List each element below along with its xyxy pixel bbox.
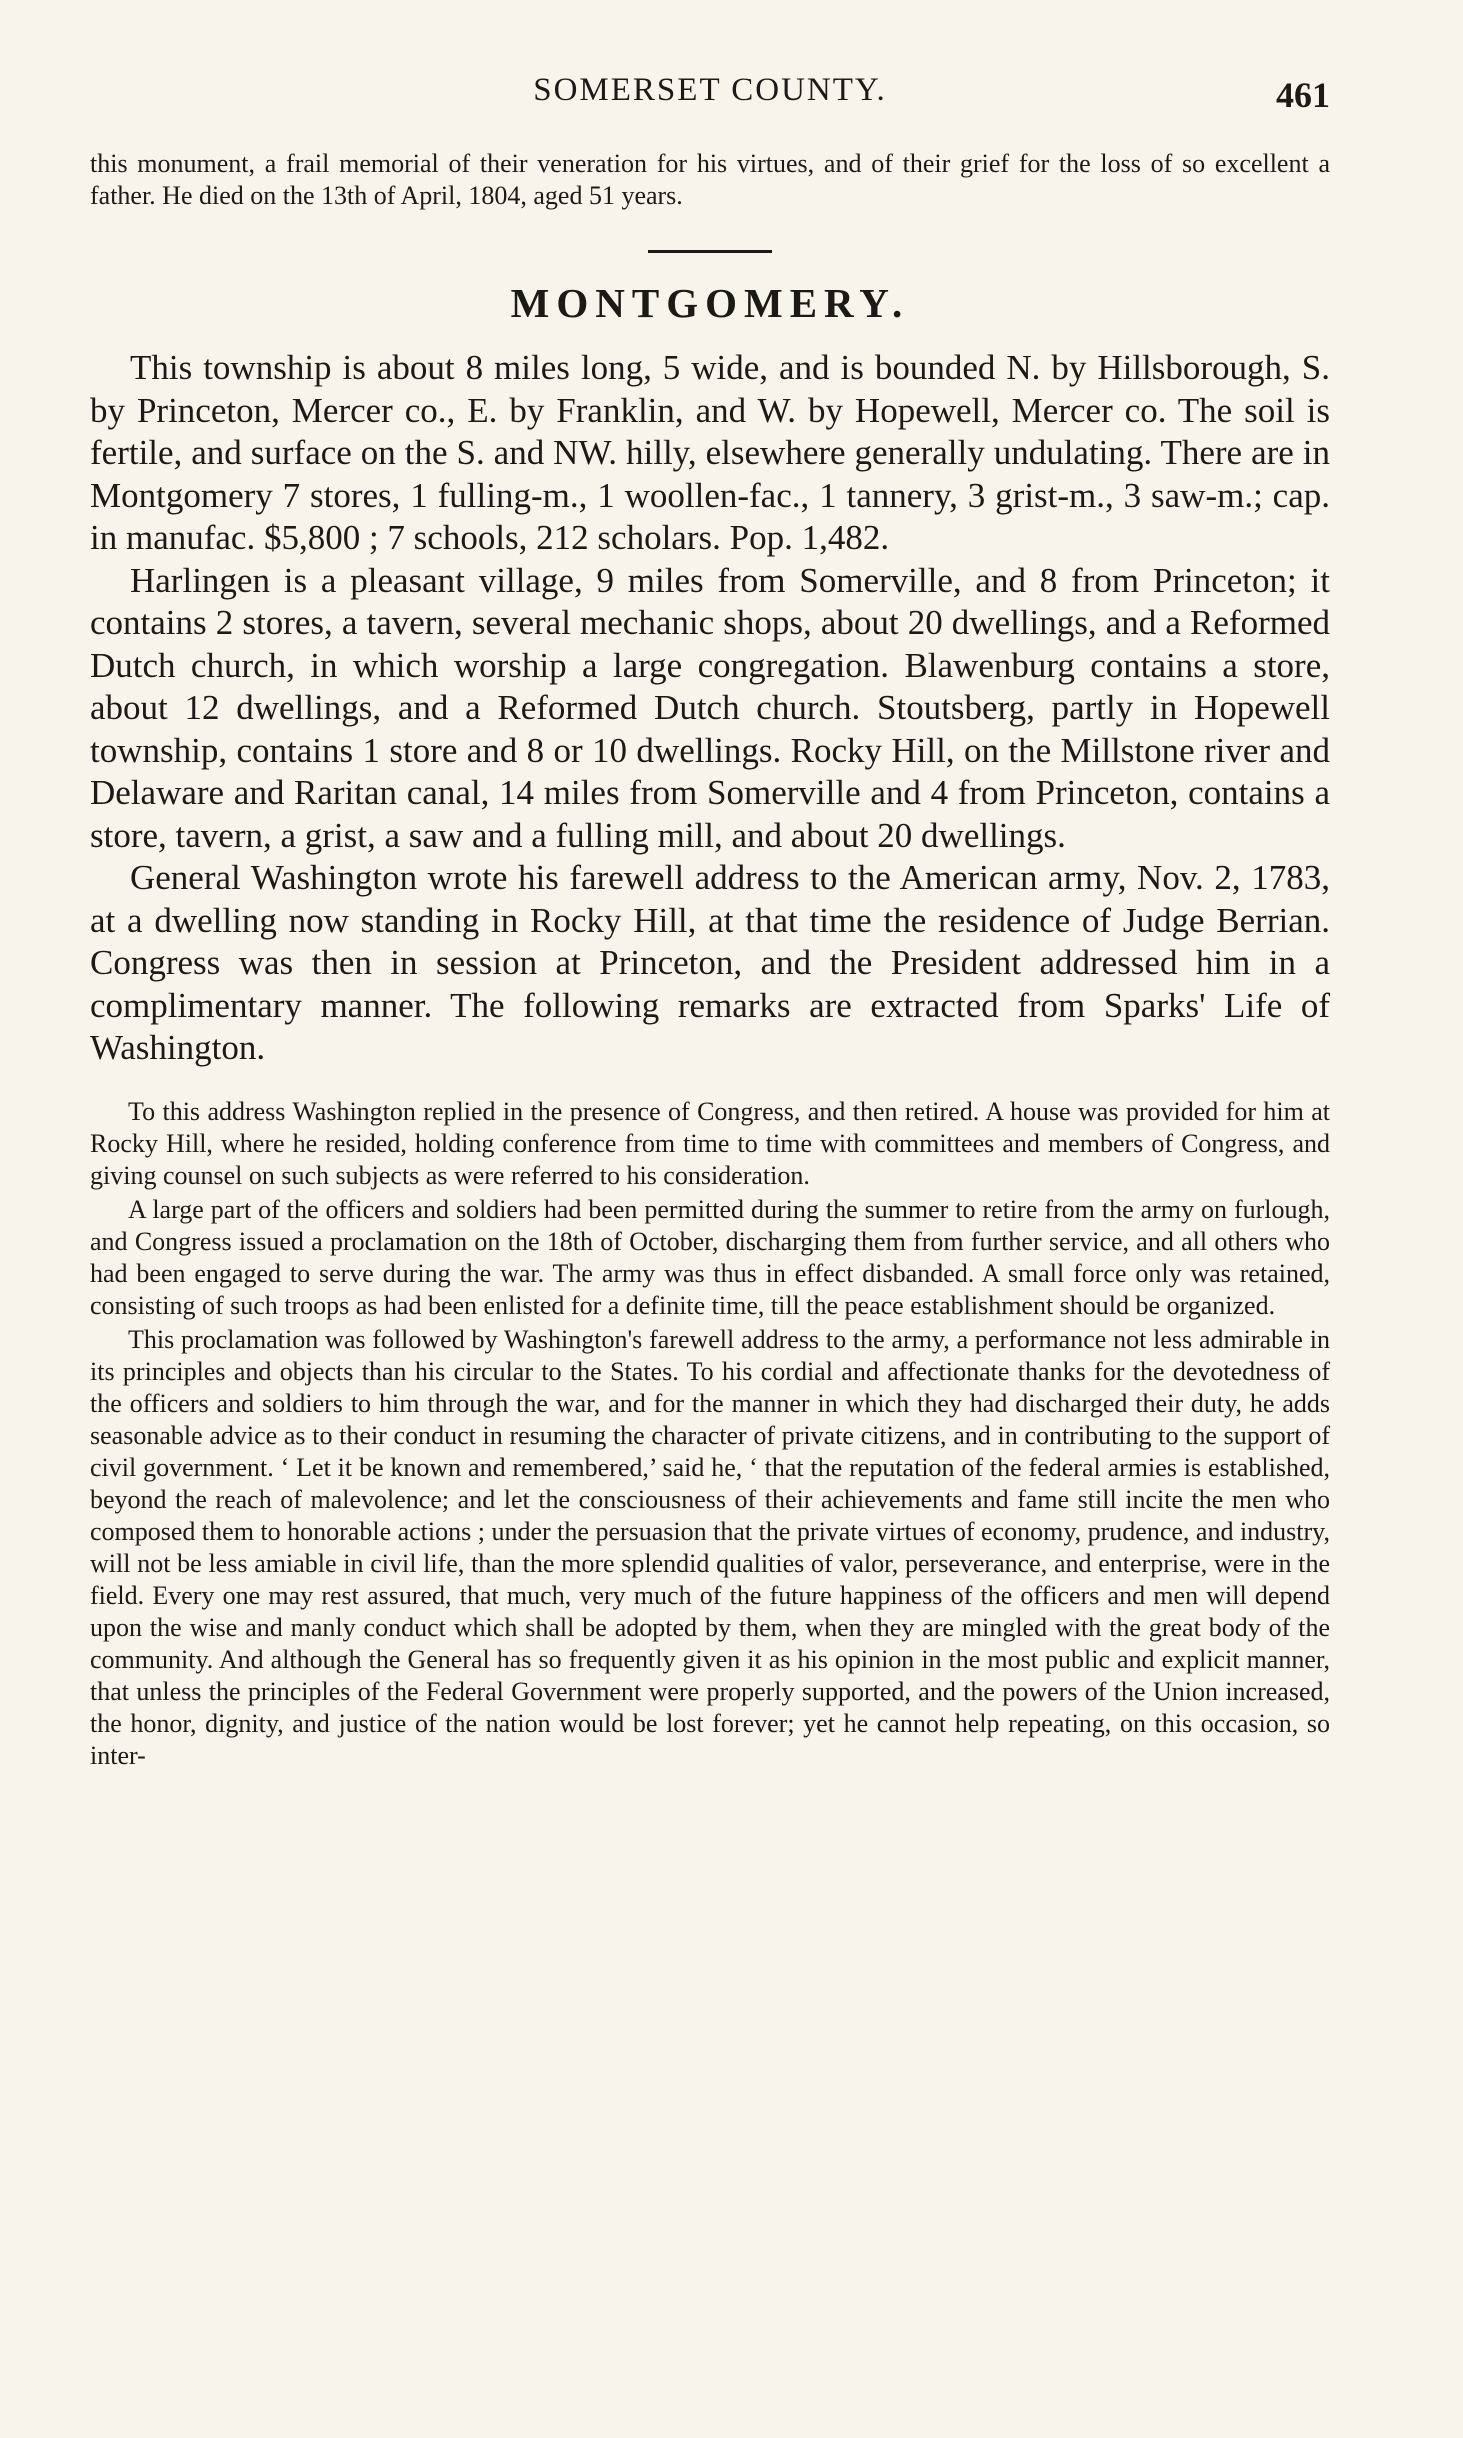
section-divider [648,250,772,253]
quote-paragraph-farewell: This proclamation was followed by Washington's farewell address to the army, a performance not less admirable in its principles and objects than his circular to the States. To his cordial and affectionate thanks for the devotedness of the officers and soldiers to him through the war, and for the manner in which they had discharged their duty, he adds seasonable advice as to their conduct in resuming the character of private citizens, and in contributing to the support of civil government. ‘ Let it be known and remembered,’ said he, ‘ that the reputation of the federal armies is established, beyond the reach of malevolence; and let the consciousness of their achievements and fame still incite the men who composed them to honorable actions ; under the persuasion that the private virtues of economy, prudence, and industry, will not be less amiable in civil life, than the more splendid qualities of valor, perseverance, and enterprise, were in the field. Every one may rest assured, that much, very much of the future happiness of the officers and men will depend upon the wise and manly conduct which shall be adopted by them, when they are mingled with the great body of the community. And although the General has so frequently given it as his opinion in the most public and explicit manner, that unless the principles of the Federal Government were properly supported, and the powers of the Union increased, the honor, dignity, and justice of the nation would be lost forever; yet he cannot help repeating, on this occasion, so inter- [90,1324,1330,1770]
section-title: MONTGOMERY. [510,280,910,326]
main-text [90,347,1330,1070]
carry-over-paragraph: this monument, a frail memorial of their veneration for his virtues, and of their grief for the loss of so excellent a father. He died on the 13th of April, 1804, aged 51 years. [90,149,1330,210]
paragraph-washington: General Washington wrote his farewell address to the American army, Nov. 2, 1783, at a dwelling now standing in Rocky Hill, at that time the residence of Judge Berrian. Congress was then in session at Princeton, and the President addressed him in a complimentary manner. The following remarks are extracted from Sparks' Life of Washington. [90,858,1330,1067]
page-number: 461 [1276,75,1330,115]
running-head-title: SOMERSET COUNTY. [533,72,887,108]
quote-paragraph-reply: To this address Washington replied in the presence of Congress, and then retired. A house was provided for him at Rocky Hill, where he resided, holding conference from time to time with committees and members of Congress, and giving counsel on such subjects as were referred to his consideration. [90,1096,1330,1190]
paragraph-township: This township is about 8 miles long, 5 wide, and is bounded N. by Hillsborough, S. by Princeton, Mercer co., E. by Franklin, and W. by Hopewell, Mercer co. The soil is fertile, and surface on the S. and NW. hilly, elsewhere generally undulating. There are in Montgomery 7 stores, 1 fulling-m., 1 woollen-fac., 1 tannery, 3 grist-m., 3 saw-m.; cap. in manufac. $5,800 ; 7 schools, 212 scholars. Pop. 1,482. [90,348,1330,557]
running-head [90,60,1330,120]
extract-quotation [90,1096,1330,1772]
quote-paragraph-proclamation: A large part of the officers and soldiers had been permitted during the summer to retire from the army on furlough, and Congress issued a proclamation on the 18th of October, discharging them from further service, and all others who had been engaged to serve during the war. The army was thus in effect disbanded. A small force only was retained, consisting of such troops as had been enlisted for a definite time, till the peace establishment should be organized. [90,1194,1330,1320]
paragraph-villages: Harlingen is a pleasant village, 9 miles from Somerville, and 8 from Princeton; it contains 2 stores, a tavern, several mechanic shops, about 20 dwellings, and a Reformed Dutch church, in which worship a large congregation. Blawenburg contains a store, about 12 dwellings, and a Reformed Dutch church. Stoutsberg, partly in Hopewell township, contains 1 store and 8 or 10 dwellings. Rocky Hill, on the Millstone river and Delaware and Raritan canal, 14 miles from Somerville and 4 from Princeton, contains a store, tavern, a grist, a saw and a fulling mill, and about 20 dwellings. [90,560,1330,855]
book-page [90,60,1330,1774]
